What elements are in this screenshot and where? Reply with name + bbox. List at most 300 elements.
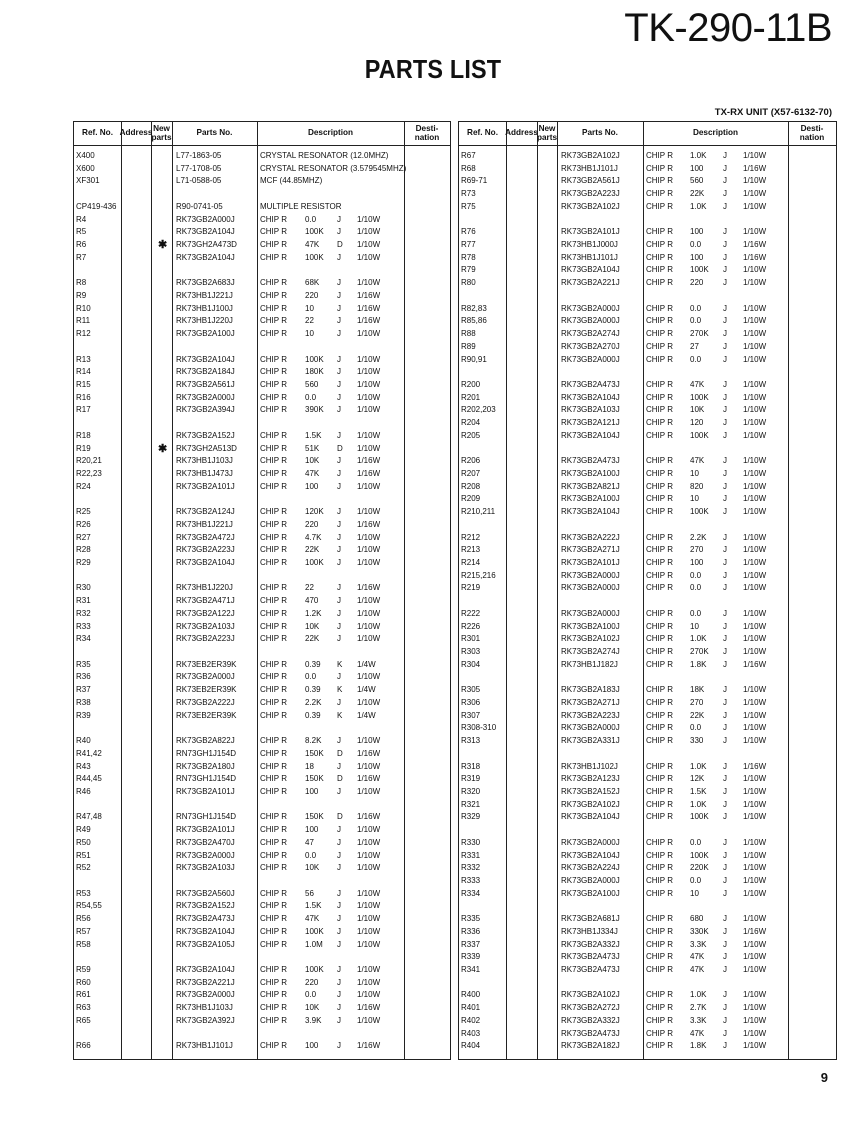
ref-cell: R78	[461, 252, 476, 262]
description-cell: CHIP R	[646, 151, 673, 160]
ref-cell: R202,203	[461, 405, 496, 415]
tolerance-cell: J	[337, 519, 341, 529]
rating-cell: 1/10W	[357, 914, 381, 924]
rating-cell: 1/10W	[743, 939, 767, 949]
description-cell: CHIP R	[260, 316, 287, 326]
description-cell: CHIP R	[646, 863, 673, 873]
description-cell: CHIP R	[260, 710, 287, 720]
parts-no-cell: RK73GB2A000J	[176, 672, 235, 682]
parts-no-cell: RK73GB2A101J	[561, 558, 620, 567]
tolerance-cell: D	[337, 748, 343, 758]
col-destination	[788, 122, 836, 145]
rating-cell: 1/10W	[357, 481, 381, 491]
table-row	[459, 824, 836, 837]
parts-no-cell: RK73GB2A102J	[561, 799, 620, 809]
tolerance-cell: J	[723, 926, 727, 936]
parts-no-cell: L77-1708-05	[176, 163, 222, 173]
table-row	[459, 926, 836, 939]
value-cell: 22	[305, 583, 314, 593]
table-row	[459, 354, 836, 367]
tolerance-cell: J	[337, 1003, 341, 1013]
value-cell: 0.0	[690, 837, 702, 847]
value-cell: 1.0K	[690, 990, 707, 1000]
tolerance-cell: J	[723, 240, 727, 250]
description-cell: CHIP R	[260, 430, 287, 440]
parts-no-cell: RK73GB2A121J	[561, 418, 620, 428]
table-row	[459, 214, 836, 227]
rating-cell: 1/10W	[743, 341, 767, 351]
tolerance-cell: J	[723, 888, 727, 898]
rating-cell: 1/10W	[743, 608, 767, 618]
value-cell: 1.0K	[690, 799, 707, 809]
ref-cell: R402	[461, 1015, 481, 1025]
rating-cell: 1/10W	[743, 189, 767, 199]
table-row	[74, 697, 450, 710]
parts-no-cell: R90-0741-05	[176, 201, 223, 211]
rating-cell: 1/10W	[743, 685, 767, 695]
rating-cell: 1/10W	[743, 558, 767, 567]
value-cell: 10K	[305, 863, 320, 873]
description-cell: CHIP R	[646, 647, 673, 657]
ref-cell: R210,211	[461, 507, 496, 517]
col-destination-line1: Desti-	[415, 124, 439, 134]
table-row	[74, 455, 450, 468]
rating-cell: 1/10W	[743, 151, 767, 160]
description-cell: CHIP R	[646, 939, 673, 949]
description-cell: CHIP R	[260, 583, 287, 593]
rating-cell: 1/10W	[743, 786, 767, 796]
tolerance-cell: J	[723, 1003, 727, 1013]
value-cell: 120K	[305, 507, 324, 517]
description-cell: CHIP R	[646, 532, 673, 542]
table-row	[74, 595, 450, 608]
rating-cell: 1/10W	[743, 837, 767, 847]
description-cell: CHIP R	[260, 481, 287, 491]
value-cell: 100K	[690, 430, 709, 440]
tolerance-cell: J	[337, 545, 341, 555]
table-row	[459, 1028, 836, 1041]
table-row	[74, 379, 450, 392]
tolerance-cell: J	[723, 837, 727, 847]
description-cell: CHIP R	[260, 545, 287, 555]
rating-cell: 1/10W	[357, 392, 381, 402]
ref-cell: R18	[76, 430, 91, 440]
table-row	[459, 964, 836, 977]
ref-cell: XF301	[76, 176, 100, 186]
rating-cell: 1/10W	[357, 825, 381, 835]
parts-no-cell: RK73GB2A152J	[176, 430, 235, 440]
description-cell: CHIP R	[260, 1041, 287, 1051]
rating-cell: 1/10W	[743, 532, 767, 542]
table-row	[74, 417, 450, 430]
value-cell: 180K	[305, 367, 324, 377]
tolerance-cell: J	[723, 761, 727, 771]
parts-no-cell: RK73HB1J100J	[176, 303, 233, 313]
rating-cell: 1/10W	[743, 494, 767, 504]
tolerance-cell: J	[723, 405, 727, 415]
value-cell: 0.0	[305, 392, 317, 402]
tolerance-cell: J	[723, 392, 727, 402]
table-row	[74, 773, 450, 786]
ref-cell: R403	[461, 1028, 481, 1038]
ref-cell: R25	[76, 507, 91, 517]
parts-no-cell: RK73GB2A472J	[176, 532, 235, 542]
description-cell: CHIP R	[260, 914, 287, 924]
tolerance-cell: J	[337, 736, 341, 746]
tolerance-cell: J	[723, 163, 727, 173]
tolerance-cell: J	[723, 608, 727, 618]
ref-cell: R58	[76, 939, 91, 949]
table-row	[74, 977, 450, 990]
table-row	[459, 163, 836, 176]
parts-no-cell: RK73GB2A104J	[561, 265, 620, 275]
table-row	[459, 277, 836, 290]
tolerance-cell: J	[337, 761, 341, 771]
ref-cell: R16	[76, 392, 91, 402]
table-row	[74, 582, 450, 595]
rating-cell: 1/10W	[743, 329, 767, 339]
value-cell: 27	[690, 341, 699, 351]
ref-cell: R401	[461, 1003, 481, 1013]
ref-cell: R333	[461, 875, 481, 885]
table-row	[74, 188, 450, 201]
parts-no-cell: RK73GB2A000J	[176, 392, 235, 402]
value-cell: 330K	[690, 926, 709, 936]
description-cell: CHIP R	[260, 1003, 287, 1013]
description-cell: CHIP R	[260, 761, 287, 771]
table-row	[459, 799, 836, 812]
table-row	[459, 621, 836, 634]
ref-cell: R304	[461, 659, 481, 669]
tolerance-cell: J	[723, 723, 727, 733]
value-cell: 100K	[305, 354, 324, 364]
ref-cell: R330	[461, 837, 481, 847]
rating-cell: 1/10W	[357, 837, 381, 847]
table-row	[459, 188, 836, 201]
value-cell: 100K	[690, 265, 709, 275]
tolerance-cell: J	[337, 888, 341, 898]
value-cell: 10	[305, 303, 314, 313]
table-row	[459, 939, 836, 952]
col-new-parts-line1: New	[153, 124, 170, 134]
rating-cell: 1/10W	[743, 799, 767, 809]
tolerance-cell: J	[337, 558, 341, 567]
parts-no-cell: RK73GB2A822J	[176, 736, 235, 746]
rating-cell: 1/16W	[743, 252, 767, 262]
ref-cell: R303	[461, 647, 481, 657]
rating-cell: 1/10W	[743, 583, 767, 593]
parts-no-cell: RK73GB2A223J	[176, 634, 235, 644]
parts-no-cell: RN73GH1J154D	[176, 774, 237, 784]
description-cell: CHIP R	[646, 723, 673, 733]
tolerance-cell: J	[723, 278, 727, 288]
description-cell: CHIP R	[646, 634, 673, 644]
value-cell: 1.8K	[690, 1041, 707, 1051]
table-row	[459, 443, 836, 456]
description-cell: CHIP R	[260, 240, 287, 250]
ref-cell: R335	[461, 914, 481, 924]
model-number: TK-290-11B	[624, 6, 832, 50]
parts-no-cell: RK73GB2A224J	[561, 863, 620, 873]
parts-no-cell: RK73GB2A222J	[176, 697, 235, 707]
value-cell: 330	[690, 736, 704, 746]
rating-cell: 1/10W	[743, 405, 767, 415]
ref-cell: R13	[76, 354, 91, 364]
parts-no-cell: RK73HB1J101J	[561, 252, 618, 262]
value-cell: 47K	[690, 456, 705, 466]
parts-no-cell: RK73GB2A104J	[176, 354, 235, 364]
parts-no-cell: RK73GB2A183J	[561, 685, 620, 695]
parts-no-cell: RK73GB2A102J	[561, 201, 620, 211]
new-parts-cell: ✱	[158, 239, 168, 252]
ref-cell: R73	[461, 189, 476, 199]
rating-cell: 1/10W	[743, 888, 767, 898]
ref-cell: R14	[76, 367, 91, 377]
ref-cell: R41,42	[76, 748, 102, 758]
ref-cell: R11	[76, 316, 91, 326]
value-cell: 0.0	[690, 608, 702, 618]
table-row	[459, 671, 836, 684]
ref-cell: R305	[461, 685, 481, 695]
table-row	[459, 710, 836, 723]
table-row	[74, 888, 450, 901]
parts-no-cell: RK73GB2A271J	[561, 545, 620, 555]
table-row	[74, 239, 450, 252]
ref-cell: R32	[76, 608, 91, 618]
rating-cell: 1/10W	[357, 736, 381, 746]
tolerance-cell: J	[723, 379, 727, 389]
value-cell: 100	[305, 825, 319, 835]
table-row	[459, 1015, 836, 1028]
parts-no-cell: RK73GB2A104J	[176, 926, 235, 936]
description-cell: CHIP R	[646, 926, 673, 936]
ref-cell: R88	[461, 329, 476, 339]
parts-no-cell: RK73GB2A000J	[561, 583, 620, 593]
tolerance-cell: J	[723, 697, 727, 707]
rating-cell: 1/10W	[743, 1041, 767, 1051]
value-cell: 10	[305, 329, 314, 339]
table-row	[459, 468, 836, 481]
col-address: Address	[119, 128, 153, 138]
page-number: 9	[820, 1070, 828, 1085]
table-row	[459, 328, 836, 341]
ref-cell: R54,55	[76, 901, 102, 911]
parts-no-cell: RK73EB2ER39K	[176, 685, 237, 695]
ref-cell: R19	[76, 443, 91, 453]
tolerance-cell: J	[337, 329, 341, 339]
value-cell: 22K	[690, 189, 705, 199]
table-row	[74, 684, 450, 697]
table-row	[459, 455, 836, 468]
tolerance-cell: J	[723, 786, 727, 796]
parts-no-cell: RK73GB2A103J	[561, 405, 620, 415]
ref-cell: R51	[76, 850, 91, 860]
ref-cell: R52	[76, 863, 91, 873]
ref-cell: R39	[76, 710, 91, 720]
value-cell: 220	[305, 519, 319, 529]
table-row	[459, 735, 836, 748]
value-cell: 680	[690, 914, 704, 924]
value-cell: 220K	[690, 863, 709, 873]
rating-cell: 1/10W	[743, 456, 767, 466]
table-row	[74, 404, 450, 417]
ref-cell: R60	[76, 977, 91, 987]
parts-no-cell: RK73HB1J101J	[176, 1041, 233, 1051]
rating-cell: 1/10W	[357, 558, 381, 567]
ref-cell: R33	[76, 621, 91, 631]
description-cell: CHIP R	[260, 558, 287, 567]
table-row	[459, 417, 836, 430]
ref-cell: R222	[461, 608, 481, 618]
description-cell: CHIP R	[260, 519, 287, 529]
tolerance-cell: J	[723, 583, 727, 593]
tolerance-cell: J	[723, 774, 727, 784]
ref-cell: R301	[461, 634, 481, 644]
value-cell: 560	[305, 379, 319, 389]
tolerance-cell: J	[723, 850, 727, 860]
parts-no-cell: RK73GB2A122J	[176, 608, 235, 618]
parts-no-cell: RK73GB2A103J	[176, 863, 235, 873]
value-cell: 1.5K	[305, 430, 322, 440]
description-cell: CHIP R	[646, 494, 673, 504]
parts-no-cell: RK73GB2A000J	[561, 303, 620, 313]
ref-cell: R212	[461, 532, 481, 542]
table-row	[459, 595, 836, 608]
ref-cell: R85,86	[461, 316, 487, 326]
description-cell: CHIP R	[646, 761, 673, 771]
table-row	[459, 252, 836, 265]
table-row	[74, 226, 450, 239]
ref-cell: R213	[461, 545, 481, 555]
table-row	[459, 239, 836, 252]
table-row	[74, 837, 450, 850]
table-row	[459, 481, 836, 494]
table-row	[74, 303, 450, 316]
value-cell: 47K	[305, 914, 320, 924]
parts-no-cell: RK73GB2A272J	[561, 1003, 620, 1013]
ref-cell: R200	[461, 379, 481, 389]
parts-no-cell: RN73GH1J154D	[176, 812, 237, 822]
rating-cell: 1/10W	[743, 736, 767, 746]
description-cell: CHIP R	[646, 608, 673, 618]
description-cell: CHIP R	[260, 252, 287, 262]
parts-no-cell: RK73GB2A104J	[176, 252, 235, 262]
parts-no-cell: RK73GB2A104J	[176, 558, 235, 567]
description-cell: CHIP R	[260, 1015, 287, 1025]
rating-cell: 1/10W	[357, 507, 381, 517]
ref-cell: R43	[76, 761, 91, 771]
value-cell: 100K	[690, 812, 709, 822]
tolerance-cell: J	[337, 468, 341, 478]
rating-cell: 1/16W	[357, 468, 381, 478]
description-cell: CHIP R	[260, 621, 287, 631]
tolerance-cell: J	[723, 341, 727, 351]
ref-cell: R308-310	[461, 723, 497, 733]
table-row	[459, 493, 836, 506]
tolerance-cell: D	[337, 443, 343, 453]
tolerance-cell: J	[723, 545, 727, 555]
ref-cell: R40	[76, 736, 91, 746]
parts-no-cell: RK73GB2A473J	[561, 1028, 620, 1038]
description-cell: CHIP R	[646, 418, 673, 428]
rating-cell: 1/16W	[357, 290, 381, 300]
col-new-parts-line2: parts	[151, 132, 172, 142]
ref-cell: CP419-436	[76, 201, 117, 211]
parts-no-cell: RK73GB2A270J	[561, 341, 620, 351]
description-cell: CHIP R	[646, 570, 673, 580]
value-cell: 22K	[690, 710, 705, 720]
tolerance-cell: J	[337, 825, 341, 835]
rating-cell: 1/10W	[743, 545, 767, 555]
description-cell: CHIP R	[646, 303, 673, 313]
table-row	[74, 214, 450, 227]
tolerance-cell: K	[337, 685, 343, 695]
table-row	[74, 900, 450, 913]
tolerance-cell: J	[723, 176, 727, 186]
value-cell: 0.0	[305, 850, 317, 860]
ref-cell: R215,216	[461, 570, 496, 580]
value-cell: 270	[690, 697, 704, 707]
description-cell: CHIP R	[260, 278, 287, 288]
parts-no-cell: RK73GB2A683J	[176, 278, 235, 288]
parts-no-cell: RK73GB2A152J	[176, 901, 235, 911]
value-cell: 47K	[690, 952, 705, 962]
ref-cell: R29	[76, 558, 91, 567]
value-cell: 470	[305, 596, 319, 606]
description-cell: CHIP R	[646, 507, 673, 517]
description-cell: CHIP R	[646, 659, 673, 669]
description-cell: CHIP R	[260, 850, 287, 860]
rating-cell: 1/16W	[357, 774, 381, 784]
value-cell: 10K	[690, 405, 705, 415]
value-cell: 10	[690, 888, 699, 898]
rating-cell: 1/10W	[357, 545, 381, 555]
ref-cell: R321	[461, 799, 481, 809]
description-cell: CHIP R	[260, 672, 287, 682]
description-cell: CHIP R	[646, 799, 673, 809]
tolerance-cell: J	[337, 379, 341, 389]
ref-cell: R79	[461, 265, 476, 275]
description-cell: CHIP R	[646, 697, 673, 707]
value-cell: 220	[690, 278, 704, 288]
table-row	[74, 392, 450, 405]
rating-cell: 1/10W	[743, 507, 767, 517]
value-cell: 47K	[305, 240, 320, 250]
tolerance-cell: J	[723, 418, 727, 428]
tolerance-cell: J	[337, 1015, 341, 1025]
table-row	[459, 748, 836, 761]
ref-cell: R27	[76, 532, 91, 542]
table-row	[459, 761, 836, 774]
col-address: Address	[505, 128, 538, 138]
parts-no-cell: RK73GB2A394J	[176, 405, 235, 415]
rating-cell: 1/10W	[743, 952, 767, 962]
parts-no-cell: RK73GB2A102J	[561, 151, 620, 160]
ref-cell: R319	[461, 774, 481, 784]
table-row	[74, 252, 450, 265]
tolerance-cell: J	[723, 265, 727, 275]
table-row	[459, 850, 836, 863]
value-cell: 2.7K	[690, 1003, 707, 1013]
description-cell: CHIP R	[646, 1003, 673, 1013]
description-cell: CHIP R	[646, 278, 673, 288]
ref-cell: R336	[461, 926, 481, 936]
col-new-parts-line1: New	[538, 124, 556, 134]
description-cell: CHIP R	[260, 685, 287, 695]
value-cell: 47	[305, 837, 314, 847]
description-cell: CHIP R	[260, 367, 287, 377]
parts-no-cell: RK73HB1J221J	[176, 290, 233, 300]
